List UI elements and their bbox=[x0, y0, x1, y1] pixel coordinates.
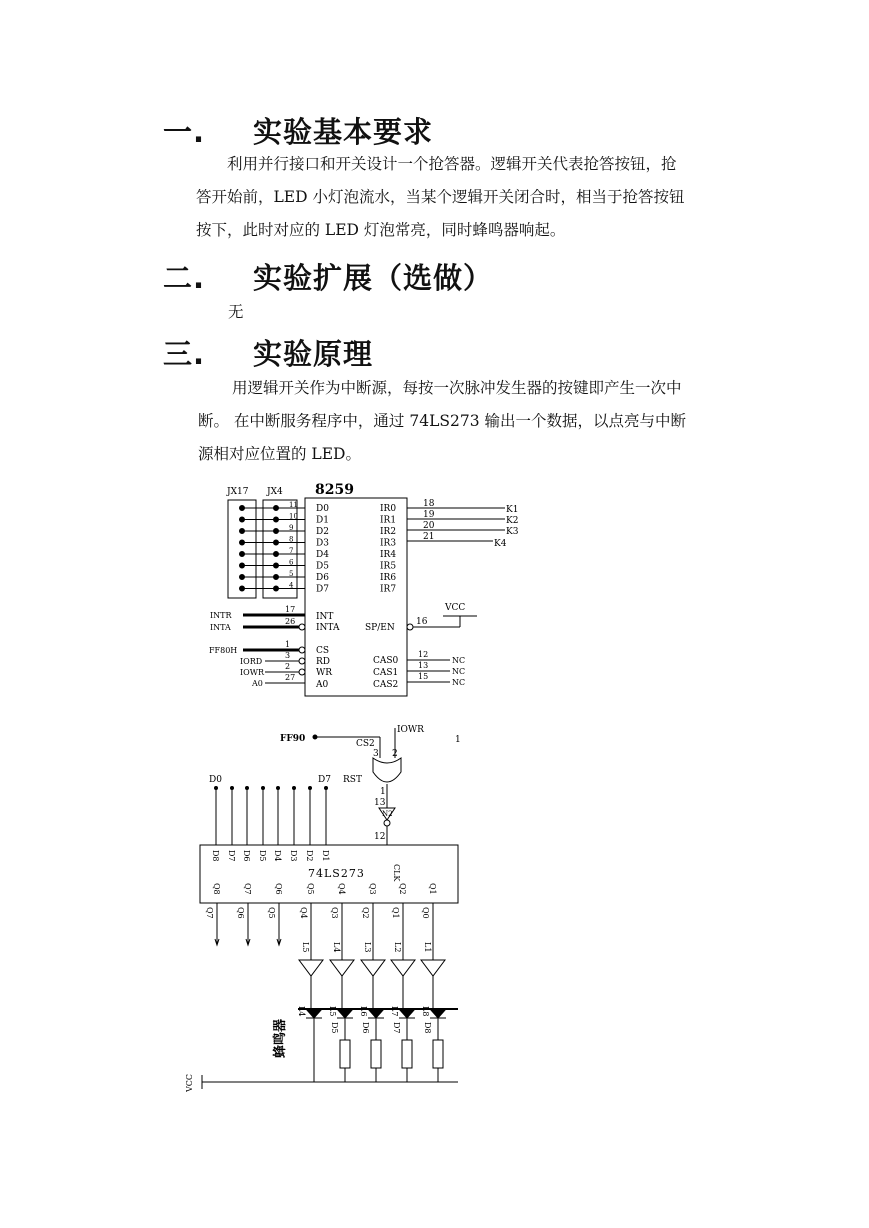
section-number: 二. bbox=[163, 261, 206, 295]
led-diode bbox=[430, 1009, 446, 1018]
jx4-pin-dot bbox=[274, 506, 279, 511]
led-diode bbox=[399, 1009, 415, 1018]
nc-label: NC bbox=[452, 667, 466, 676]
pin-label-right: IR5 bbox=[380, 561, 397, 572]
resistor bbox=[371, 1040, 381, 1068]
section-heading-3 bbox=[163, 332, 373, 373]
section-title: 实验扩展（选做） bbox=[253, 261, 494, 295]
iowr-label: IOWR bbox=[397, 725, 424, 735]
pin-label-left: D6 bbox=[316, 573, 329, 583]
jx4-pin-dot bbox=[274, 517, 279, 522]
nc-label: NC bbox=[452, 656, 466, 665]
bus-dot bbox=[277, 787, 280, 790]
a0-pin: A0 bbox=[316, 680, 329, 690]
pin-label-right: IR0 bbox=[380, 504, 397, 514]
pin-label-left: D0 bbox=[316, 504, 329, 514]
d-pin-label: D6 bbox=[242, 850, 251, 862]
resistor bbox=[340, 1040, 350, 1068]
key-label: K2 bbox=[506, 516, 519, 526]
jx17-label: JX17 bbox=[227, 487, 249, 497]
d-pin-label: D7 bbox=[227, 850, 236, 862]
q-out-label: Q0 bbox=[421, 907, 430, 919]
resistor-label: D7 bbox=[392, 1022, 401, 1034]
cas-num: 15 bbox=[418, 672, 429, 681]
buzzer-label: 蜂鸣器 bbox=[273, 1018, 288, 1058]
spen-pin: SP/EN bbox=[365, 623, 395, 633]
resistor-label: D5 bbox=[330, 1022, 339, 1034]
buffer-label: L5 bbox=[301, 942, 310, 953]
led-diode bbox=[337, 1009, 353, 1018]
buffer-label: L2 bbox=[393, 942, 402, 953]
inta-pin: INTA bbox=[316, 623, 340, 633]
resistor-label: D6 bbox=[361, 1022, 370, 1034]
jx4-pin-dot bbox=[274, 575, 279, 580]
paragraph-line: 利用并行接口和开关设计一个抢答器。逻辑开关代表抢答按钮，抢 bbox=[227, 155, 677, 173]
ir-num: 21 bbox=[423, 532, 435, 542]
buffer-gate bbox=[299, 960, 323, 976]
gate-in-num: 3 bbox=[373, 749, 379, 759]
pin-label-right: IR1 bbox=[380, 515, 397, 526]
pin-number: 9 bbox=[289, 524, 294, 532]
section-title: 实验基本要求 bbox=[253, 115, 434, 149]
q-pin-label: Q7 bbox=[243, 883, 252, 895]
jx17-pin-dot bbox=[240, 506, 245, 511]
q-pin-label: Q5 bbox=[306, 883, 315, 895]
gate-out-num: 1 bbox=[380, 787, 386, 797]
paragraph-line: 无 bbox=[228, 303, 244, 321]
pin-number: 10 bbox=[289, 512, 298, 521]
ir-num: 18 bbox=[423, 499, 435, 509]
corner-mark: 1 bbox=[455, 735, 461, 745]
pin-number: 5 bbox=[289, 570, 294, 578]
resistor bbox=[402, 1040, 412, 1068]
d0-label: D0 bbox=[209, 775, 222, 785]
q-out-label: Q2 bbox=[361, 907, 370, 919]
gate-in-num: 2 bbox=[392, 749, 398, 759]
paragraph-line: 答开始前，LED 小灯泡流水，当某个逻辑开关闭合时，相当于抢答按钮 bbox=[196, 188, 685, 206]
led-label: L8 bbox=[421, 1006, 430, 1017]
buffer-gate bbox=[330, 960, 354, 976]
led-diode bbox=[306, 1009, 322, 1018]
key-label: K1 bbox=[506, 505, 519, 515]
led-label: L7 bbox=[390, 1006, 399, 1017]
inv-label: N2 bbox=[382, 810, 393, 818]
inta-num: 26 bbox=[285, 617, 296, 626]
section-2-paragraph bbox=[228, 296, 244, 329]
pin-number: 8 bbox=[289, 535, 294, 544]
jx17-pin-dot bbox=[240, 552, 245, 557]
bus-dot bbox=[309, 787, 312, 790]
section-heading-1 bbox=[163, 110, 433, 151]
d7-label: D7 bbox=[318, 775, 331, 785]
clk-pin: CLK bbox=[392, 864, 401, 882]
buffer-gate bbox=[391, 960, 415, 976]
pin-label-left: D2 bbox=[316, 527, 329, 537]
section-1-paragraph bbox=[196, 148, 684, 247]
circuit-8259-figure bbox=[205, 478, 535, 700]
vcc-label: VCC bbox=[185, 1073, 194, 1092]
spen-num: 16 bbox=[416, 617, 428, 627]
cas-pin: CAS1 bbox=[373, 668, 399, 678]
intr-label: INTR bbox=[210, 611, 232, 620]
q-out-label: Q1 bbox=[391, 907, 400, 919]
resistor bbox=[433, 1040, 443, 1068]
section-title: 实验原理 bbox=[253, 337, 374, 371]
q-out-label: Q4 bbox=[299, 907, 308, 919]
a0-ext-label: A0 bbox=[252, 679, 263, 688]
jx4-pin-dot bbox=[274, 552, 279, 557]
ir-num: 20 bbox=[423, 521, 435, 531]
ir-num: 19 bbox=[423, 510, 435, 520]
jx17-pin-dot bbox=[240, 575, 245, 580]
pin-number: 7 bbox=[289, 547, 294, 555]
q-out-label: Q5 bbox=[267, 907, 276, 919]
bus-dot bbox=[293, 787, 296, 790]
section-3-paragraph bbox=[198, 372, 686, 471]
bus-dot bbox=[325, 787, 328, 790]
pin-number: 6 bbox=[289, 558, 294, 567]
int-pin: INT bbox=[316, 612, 334, 622]
jx17-pin-dot bbox=[240, 517, 245, 522]
wr-num: 2 bbox=[285, 662, 291, 671]
key-label: K4 bbox=[494, 539, 507, 549]
iord-label: IORD bbox=[240, 657, 263, 666]
pin-label-left: D3 bbox=[316, 538, 329, 549]
q-pin-label: Q6 bbox=[274, 883, 283, 895]
paragraph-line: 用逻辑开关作为中断源，每按一次脉冲发生器的按键即产生一次中 bbox=[232, 379, 682, 397]
jx4-pin-dot bbox=[274, 540, 279, 545]
led-label: L4 bbox=[297, 1006, 306, 1017]
q-out-label: Q6 bbox=[236, 907, 245, 919]
q-pin-label: Q2 bbox=[398, 883, 407, 895]
jx4-label: JX4 bbox=[267, 487, 283, 497]
inta-ext-label: INTA bbox=[210, 623, 231, 632]
cas-num: 13 bbox=[418, 661, 429, 670]
pin-label-right: IR6 bbox=[380, 573, 397, 583]
ff80h-label: FF80H bbox=[209, 646, 238, 655]
nc-label: NC bbox=[452, 678, 466, 687]
buffer-label: L4 bbox=[332, 942, 341, 953]
section-heading-2 bbox=[163, 256, 493, 297]
bus-dot bbox=[231, 787, 234, 790]
pin-label-left: D4 bbox=[316, 550, 329, 560]
q-out-label: Q3 bbox=[330, 907, 339, 919]
cas-num: 12 bbox=[418, 650, 429, 659]
buffer-label: L3 bbox=[363, 942, 372, 953]
q-pin-label: Q8 bbox=[212, 883, 221, 895]
buffer-gate bbox=[361, 960, 385, 976]
rd-pin: RD bbox=[316, 657, 330, 667]
jx17-pin-dot bbox=[240, 540, 245, 545]
iowr-label: IOWR bbox=[240, 668, 264, 677]
section-number: 三. bbox=[163, 337, 206, 371]
section-number: 一. bbox=[163, 115, 206, 149]
chip-8259-label: 8259 bbox=[315, 482, 354, 498]
wr-pin: WR bbox=[316, 668, 333, 678]
q-out-label: Q7 bbox=[205, 907, 214, 919]
cs2-label: CS2 bbox=[356, 739, 375, 749]
cs-pin: CS bbox=[316, 646, 330, 656]
inv-in-num: 13 bbox=[374, 798, 386, 808]
q-pin-label: Q4 bbox=[337, 883, 346, 895]
jx4-pin-dot bbox=[274, 586, 279, 591]
inv-out-num: 12 bbox=[374, 832, 386, 842]
d-pin-label: D3 bbox=[289, 850, 298, 862]
paragraph-line: 源相对应位置的 LED。 bbox=[198, 445, 361, 463]
pin-label-right: IR2 bbox=[380, 527, 397, 537]
d-pin-label: D5 bbox=[258, 850, 267, 862]
pin-number: 11 bbox=[289, 501, 298, 509]
pin-label-left: D1 bbox=[316, 515, 329, 526]
ff90-label: FF90 bbox=[280, 734, 306, 744]
jx4-pin-dot bbox=[274, 563, 279, 568]
pin-label-right: IR4 bbox=[380, 550, 397, 560]
a0-num: 27 bbox=[285, 673, 296, 682]
d-pin-label: D2 bbox=[305, 850, 314, 862]
bus-dot bbox=[215, 787, 218, 790]
led-label: L6 bbox=[359, 1006, 368, 1017]
chip-74ls273-label: 74LS273 bbox=[308, 867, 365, 880]
paragraph-line: 断。 在中断服务程序中，通过 74LS273 输出一个数据，以点亮与中断 bbox=[198, 412, 687, 430]
d-pin-label: D1 bbox=[321, 850, 330, 862]
pin-label-right: IR3 bbox=[380, 538, 397, 549]
cs-num: 1 bbox=[285, 640, 291, 649]
pin-number: 4 bbox=[289, 581, 294, 590]
pin-label-left: D7 bbox=[316, 584, 329, 595]
bus-dot bbox=[246, 787, 249, 790]
buffer-label: L1 bbox=[423, 942, 432, 953]
jx17-pin-dot bbox=[240, 563, 245, 568]
cas-pin: CAS0 bbox=[373, 656, 399, 666]
resistor-label: D8 bbox=[423, 1022, 432, 1034]
paragraph-line: 按下，此时对应的 LED 灯泡常亮，同时蜂鸣器响起。 bbox=[196, 221, 566, 239]
vcc-label: VCC bbox=[445, 603, 466, 613]
bus-dot bbox=[262, 787, 265, 790]
q-pin-label: Q3 bbox=[368, 883, 377, 895]
circuit-74ls273-figure bbox=[180, 720, 480, 1092]
d-pin-label: D8 bbox=[211, 850, 220, 862]
q-pin-label: Q1 bbox=[428, 883, 437, 895]
led-label: L5 bbox=[328, 1006, 337, 1017]
d-pin-label: D4 bbox=[273, 850, 282, 862]
jx17-pin-dot bbox=[240, 529, 245, 534]
rd-num: 3 bbox=[285, 651, 291, 660]
jx17-pin-dot bbox=[240, 586, 245, 591]
jx4-pin-dot bbox=[274, 529, 279, 534]
pin-label-right: IR7 bbox=[380, 584, 397, 595]
pin-label-left: D5 bbox=[316, 561, 329, 572]
key-label: K3 bbox=[506, 527, 519, 537]
rst-label: RST bbox=[343, 775, 362, 785]
led-diode bbox=[368, 1009, 384, 1018]
cas-pin: CAS2 bbox=[373, 680, 399, 690]
buffer-gate bbox=[421, 960, 445, 976]
int-num: 17 bbox=[285, 605, 296, 614]
